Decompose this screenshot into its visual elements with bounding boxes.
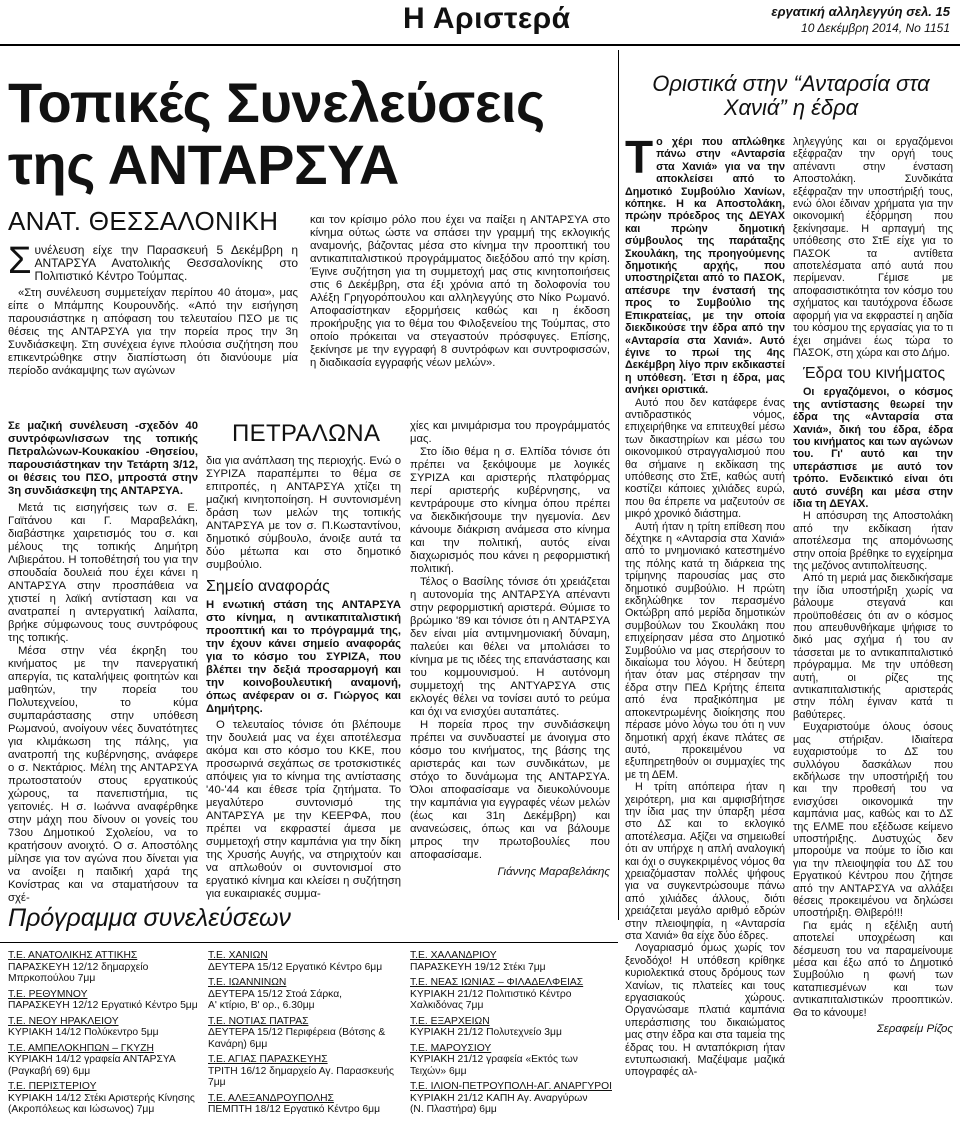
schedule-item — [410, 1081, 615, 1116]
schedule-item-name: Τ.Ε. ΠΕΡΙΣΤΕΡΙΟΥ — [8, 1081, 97, 1092]
program-col1 — [8, 950, 204, 1120]
program-col2 — [208, 950, 404, 1120]
thess-p1: «Στη συνέλευση συμμετείχαν περίπου 40 άτομα», μας είπε ο Μπάμπης Κουρουνδής. «Από την εισήγηση παρουσιάστηκε η απόφαση του τελευταίου ΠΣΟ με τις θέσεις της ΑΝΤΑΡΣΥΑ για την πορεία προς την 3η Συνδιάσκεψη. Στη συνέχεια έγινε πλούσια συζήτηση που επικεντρώθηκε στην διαπίστωση ότι διανύουμε μία περίοδο ανάκαμψης των αγώνων — [8, 287, 298, 377]
program-title: Πρόγραμμα συνελεύσεων — [8, 904, 291, 932]
schedule-item-name: Τ.Ε. ΑΓΙΑΣ ΠΑΡΑΣΚΕΥΗΣ — [208, 1054, 328, 1065]
program-rule — [0, 942, 618, 943]
schedule-item-name: Τ.Ε. ΡΕΘΥΜΝΟΥ — [8, 988, 88, 1000]
schedule-item-detail: ΤΡΙΤΗ 16/12 δημαρχείο Αγ. Παρασκευής 7μμ — [208, 1065, 394, 1088]
schedule-item-name: Τ.Ε. ΝΕΑΣ ΙΩΝΙΑΣ – ΦΙΛΑΔΕΛΦΕΙΑΣ — [410, 977, 584, 988]
issue-date: 10 Δεκέμβρη 2014, Νο 1151 — [801, 21, 950, 35]
petralona-p6: Η πορεία προς την συνδιάσκεψη πρέπει να συνδυαστεί με άνοιγμα στο κόσμο του κινήματος, της βάσης της αριστεράς και των συνδικάτων, με στόχο το δυνάμωμα της ΑΝΤΑΡΣΥΑ. Όλοι αποφασίσαμε να διευκολύνουμε την καμπάνια για εγγραφές νέων μελών (έως και 31η Δεκέμβρη) και ανανεώσεις, όπως και να βάλουμε μπρος την πρωτοβουλίες που αποφασίσαμε. — [410, 719, 610, 861]
schedule-item — [410, 977, 615, 1012]
chania-p3: Η τρίτη απόπειρα ήταν η χειρότερη, μια και αμφισβήτησε την ίδια μας την ύπαρξη μέσα στο ΔΣ και το εκλογικό αποτέλεσμα. Αξίζει να σημειωθεί ότι αν υπήρχε η απλή αναλογική και όχι ο συγκεκριμένος νόμος θα χρειαζόμασταν πολλές ψήφους για να συγκεντρώσουμε πάνω από χιλιάδες άλλους, διότι χρειάζεται μεγάλο αριθμό εδρών στην πλειοψηφία, η «Ανταρσία στα Χανιά» θα είχε δύο έδρες. — [625, 781, 785, 942]
thess-dropcap: Σ — [8, 240, 32, 282]
petralona-subtitle: ΠΕΤΡΑΛΩΝΑ — [232, 420, 381, 447]
schedule-item — [410, 1043, 615, 1078]
petralona-col3 — [410, 420, 610, 879]
schedule-item-detail: ΔΕΥΤΕΡΑ 15/12 Εργατικό Κέντρο 6μμ — [208, 961, 383, 973]
thess-article-col2 — [310, 214, 610, 370]
chania-dropcap: Τ — [625, 131, 654, 183]
schedule-item-name: Τ.Ε. ΕΞΑΡΧΕΙΩΝ — [410, 1015, 490, 1027]
page-title — [8, 72, 598, 196]
chania-col2c: Από τη μεριά μας διεκδικήσαμε την ίδια υποστήριξη χωρίς να βάλουμε στεγανά και προϋποθέσεις ότι αν ο κόσμος που απευθυνθήκαμε ψήφισε το δικό μας σχήμα ή του αν τάσσεται με το αντικαπιταλιστικό πρόγραμμα. Με την υπόθεση αυτή, οι ρίζες της αντικαπιταλιστικής αριστεράς στην πόλη έγιναν κατά τι βαθύτερες. — [793, 572, 953, 721]
thess-p2: και τον κρίσιμο ρόλο που έχει να παίξει η ΑΝΤΑΡΣΥΑ στο κίνημα ούτως ώστε να σπάσει την γραμμή της εκλογικής αναμονής, βάζοντας μέσα στο κίνημα την προοπτική του αντικαπιταλιστικού προγράμματος διεξόδου από την κρίση. Έγινε συζήτηση για τη συμμετοχή μας στις κινητοποιήσεις στις 6 Δεκέμβρη, στα έξι χρόνια από τη δολοφονία του Αλέξη Γρηγορόπουλου και αλληλεγγύης στο Νίκο Ρωμανό. Αποφασίστηκαν εξορμήσεις καθώς και η έκδοση προκήρυξης για το θέμα του Φιλοξενείου της Τούμπας, στο οποίο πρόκειται να στεγαστούν πρόσφυγες. Επίσης, ξεκίνησε με την εγγραφή 8 συντρόφων και συντροφισσών, η διαδικασία εγγραφής νέων μελών». — [310, 214, 610, 369]
schedule-item-detail: ΚΥΡΙΑΚΗ 21/12 Πολυτεχνείο 3μμ — [410, 1027, 562, 1038]
schedule-item-detail: (Ν. Πλαστήρα) 6μμ — [410, 1104, 497, 1115]
schedule-item — [8, 1081, 204, 1116]
schedule-item-name: Τ.Ε. ΙΛΙΟΝ-ΠΕΤΡΟΥΠΟΛΗ-ΑΓ. ΑΝΑΡΓΥΡΟΙ — [410, 1081, 612, 1092]
schedule-item — [208, 1016, 404, 1051]
schedule-item — [410, 950, 615, 973]
schedule-item-name: Τ.Ε. ΧΑΛΑΝΔΡΙΟΥ — [410, 950, 497, 961]
petralona-col2 — [206, 455, 401, 901]
schedule-item-detail: ΠΑΡΑΣΚΕΥΗ 19/12 Στέκι 7μμ — [410, 961, 546, 973]
section-title: Η Αριστερά — [403, 2, 571, 35]
chania-lead: ο χέρι που απλώθηκε πάνω στην «Ανταρσία στα Χανιά» για να την αποκλείσει από το Δημοτικό Συμβούλιο Χανίων, κόπηκε. Η κα Αποστολάκη, πρώην πρόεδρος της ΔΕΥΑΧ και πρώην δημοτική σύμβουλος της παράταξης Σκουλάκη, της προηγούμενης δημοτικής αρχής, που υποστηρίζεται από το ΠΑΣΟΚ, απέσυρε την ένστασή της προς το Συμβούλιο της Επικρατείας, με την οποία διεκδικούσε την έδρα από την «Ανταρσία στα Χανιά». Αυτό έγινε το πρωί της 4ης Δεκέμβρη λίγο πριν εκδικαστεί η υπόθεση. Έτσι η έδρα, μας ανήκει οριστικά. — [625, 136, 785, 397]
petralona-subhead: Σημείο αναφοράς — [206, 578, 330, 595]
schedule-item — [8, 1016, 204, 1039]
chania-bold: Οι εργαζόμενοι, ο κόσμος της αντίστασης θεωρεί την έδρα της «Ανταρσία στα Χανιά», δική του έδρα, έδρα του κινήματος και των αγώνων του. Γι' αυτό και την υπεράσπισε με αυτό τον τρόπο. Ενδεικτικό είναι ότι αυτό συνέβη και μέσα στην ίδια τη ΔΕΥΑΧ. — [793, 386, 953, 510]
issue-info — [771, 4, 950, 36]
petralona-bold: Η ενωτική στάση της ΑΝΤΑΡΣΥΑ στο κίνημα, η αντικαπιταλιστική προοπτική και το πρόγραμμά της, την έχουν κάνει σημείο αναφοράς για το κόσμο του ΣΥΡΙΖΑ, που βλέπει την δεξιά προσαρμογή και την κοινοβουλευτική αναμονή, όπως ανέφεραν οι σ. Γιώργος και Δημήτρης. — [206, 599, 401, 715]
page-title-line-2: της ΑΝΤΑΡΣΥΑ — [8, 133, 399, 196]
schedule-item-detail: (Ακροπόλεως και Ιώσωνος) 7μμ — [8, 1104, 155, 1115]
chania-col1 — [625, 131, 785, 1079]
schedule-item-detail: ΔΕΥΤΕΡΑ 15/12 Περιφέρεια (Βότσης & Κανάρη) 6μμ — [208, 1027, 386, 1050]
chania-col2d: Ευχαριστούμε όλους όσους μας στήριξαν. Ιδιαίτερα ευχαριστούμε το ΔΣ του συλλόγου δασκάλων που εκδήλωσε την υποστήριξή του και την προθεσή του να ενισχύσει οικονομικά την καμπάνια μας, καθώς και το ΔΣ της ΕΛΜΕ που εξέδωσε κείμενο υποστήριξης. Δυστυχώς δεν μπορούμε να πούμε το ίδιο και για την πλειοψηφία του ΔΣ του Εργατικού Κέντρου που ζήτησε από την ΑΝΤΑΡΣΥΑ να αλλάξει θέσεις προκειμένου να δηλώσει υποστήριξη. Θλιβερό!!! — [793, 721, 953, 920]
schedule-item-name: Τ.Ε. ΑΛΕΞΑΝΔΡΟΥΠΟΛΗΣ — [208, 1092, 334, 1104]
schedule-item — [410, 1016, 615, 1039]
schedule-item-detail: ΔΕΥΤΕΡΑ 15/12 Στοά Σάρκα, — [208, 988, 343, 1000]
schedule-item — [8, 950, 204, 985]
schedule-item-name: Τ.Ε. ΜΑΡΟΥΣΙΟΥ — [410, 1042, 492, 1054]
petralona-p3: χίες και μινιμάρισμα του προγράμματός μας. — [410, 420, 610, 445]
schedule-item-detail: ΚΥΡΙΑΚΗ 14/12 Στέκι Αριστερής Κίνησης — [8, 1092, 195, 1104]
schedule-item-detail: ΚΥΡΙΑΚΗ 21/12 Πολιτιστικό Κέντρο Χαλκιδόνας 7μμ — [410, 988, 572, 1011]
chania-col2a: ληλεγγύης και οι εργαζόμενοι εξέφραζαν την οργή τους απέναντι στην ένσταση Αποστολάκη. Συνδικάτα εξέφραζαν την υποστήριξή τους, ενώ όλοι έδιναν χρήματα για την οικονομική έξόρμηση που ξεκίνησαμε. Η αρπαγμή της υπόθεσης στο ΣτΕ είχε για το ΠΑΣΟΚ τα αντίθετα αποτελέσματα από αυτά που περίμεναν. Γέμισε με αποφασιστικότητα τον κόσμο του σχήματος και ταυτόχρονα έδωσε αφορμή για να εκφραστεί η αηδία του κόσμου της εργασίας για το τι έχει σημάνει έως τώρα το ΠΑΣΟΚ, στη χώρα και στο Δήμο. — [793, 136, 953, 359]
thess-article-col1 — [8, 240, 298, 378]
column-divider — [618, 50, 619, 920]
page-number: σελ. 15 — [906, 4, 950, 19]
schedule-item-detail: ΠΑΡΑΣΚΕΥΗ 12/12 Εργατικό Κέντρο 5μμ — [8, 1000, 198, 1011]
schedule-item-detail: (Ραγκαβή 69) 6μμ — [8, 1065, 91, 1077]
schedule-item-name: Τ.Ε. ΝΟΤΙΑΣ ΠΑΤΡΑΣ — [208, 1015, 309, 1027]
program-col3 — [410, 950, 615, 1120]
schedule-item-detail: ΠΕΜΠΤΗ 18/12 Εργατικό Κέντρο 6μμ — [208, 1104, 381, 1115]
schedule-item-name: Τ.Ε. ΧΑΝΙΩΝ — [208, 950, 268, 961]
schedule-item — [208, 1054, 404, 1089]
chania-title: Οριστικά στην “Ανταρσία στα Χανιά” η έδρα — [652, 71, 930, 120]
chania-subhead: Έδρα του κινήματος — [803, 365, 946, 383]
thess-lead: υνέλευση είχε την Παρασκευή 5 Δεκέμβρη η ΑΝΤΑΡΣΥΑ Ανατολικής Θεσσαλονίκης στο Πολιτιστικό Κέντρο Τούμπας. — [34, 243, 298, 283]
schedule-item-detail: ΚΥΡΙΑΚΗ 21/12 ΚΑΠΗ Αγ. Αναργύρων — [410, 1092, 588, 1104]
schedule-item-detail: ΚΥΡΙΑΚΗ 14/12 γραφεία ΑΝΤΑΡΣΥΑ — [8, 1054, 176, 1065]
petralona-p1: δια για ανάπλαση της περιοχής. Ενώ ο ΣΥΡΙΖΑ παραπέμπει το θέμα σε επιτροπές, η ΑΝΤΑΡΣΥΑ χτίζει τη μαζική κινητοποίηση. Η συντονισμένη δράση των μελών της τοπικής ΑΝΤΑΡΣΥΑ με τον σ. Π.Κωσταντίνου, δημοτικό σύμβουλο, άνοιξε αυτά τα δύο μέτωπα και στο δημοτικό συμβούλιο. — [206, 455, 401, 571]
schedule-item-detail: ΠΑΡΑΣΚΕΥΗ 12/12 δημαρχείο Μπρκοπούλου 7μμ — [8, 961, 149, 984]
top-rule — [0, 44, 960, 46]
paper-name: εργατική αλληλεγγύη — [771, 4, 903, 19]
chania-p4: Λογαριασμό όμως χωρίς τον ξενοδόχο! Η υπόθεση κρίθηκε κυριολεκτικά στους δρόμους των Χανίων, τις πλατείες και τους εργασιακούς χώρους. Οργανώσαμε πλατιά καμπάνια υπεράσπισης του δικαιώματος μας στην έδρα και στα ταμεία της έδρας του. Η ανταπόκριση ήταν εντυπωσιακή. Μαζέψαμε μαζικά υπογραφές αλ- — [625, 942, 785, 1079]
petralona-p5: Τέλος ο Βασίλης τόνισε ότι χρειάζεται η αυτονομία της ΑΝΤΑΡΣΥΑ απέναντι στην ρεφορμιστική αριστερά. Θύμισε το βρώμικο '89 και τόνισε ότι η ΑΝΤΑΡΣΥΑ δεν είναι μία αντιμνημονιακή δύναμη, παλεύει και θέλει να μπολιάσει το κίνημα με τις ιδέες της επανάστασης και του κομμουνισμού. Η αυτόνομη συμμετοχή της ΑΝΤΥΑΡΣΥΑ στις εκλογές θέλει να τονίσει αυτό το ρεύμα και όχι να ενισχύει αυταπάτες. — [410, 576, 610, 718]
petralona-signature: Γιάννης Μαραβελάκης — [497, 866, 610, 878]
schedule-item — [8, 1043, 204, 1078]
chania-p2: Αυτή ήταν η τρίτη επίθεση που δέχτηκε η «Ανταρσία στα Χανιά» από το μνημονιακό κατεστημένο της πόλης κατά τη διάρκεια της τρίμηνης παρουσίας μας στο δημοτικό συμβούλιο. Η πρώτη εκδηλώθηκε τον περασμένο Οκτώβρη από μερίδα δημοτικών συμβούλων του Σκουλάκη που επιχείρησαν μέσα στο Δημοτικό Συμβούλιο να μας στερήσουν το δικαίωμα του λόγου. Η δεύτερη ήταν όταν μας στέρησαν την έδρα στην ΠΕΔ Κρήτης έπειτα από ένα πραξικόπημα με αποκεντρωμένης διοίκησης που πέρασε μόνο λόγω του ότι η νυν δημοτική αρχή έκανε πλάτες σε αυτό, προκειμένου να εξυπηρετηθούν οι συμμαχίες της με τη ΔΕΜ. — [625, 520, 785, 781]
schedule-item-detail: Α' κτίριο, Β' ορ., 6.30μμ — [208, 1000, 315, 1011]
schedule-item — [208, 977, 404, 1012]
kerat-p1: Μετά τις εισηγήσεις των σ. Ε. Γαϊτάνου και Γ. Μαραβελάκη, διαβάστηκε χαιρετισμός του σ. και μέλους της τοπικής Δημήτρη Λιβιεράτου. Η τοποθέτησή του για την σπουδαία δουλειά που έχει κάνει η ΑΝΤΑΡΣΥΑ στην προσπάθεια να χτιστεί η λαϊκή αντίσταση και να ανατραπεί η αντεργατική λαίλαπα, βρήκε σύμφωνους τους συντρόφους της τοπικής. — [8, 502, 198, 644]
schedule-item — [208, 950, 404, 973]
chania-signature: Σεραφείμ Ρίζος — [876, 1023, 953, 1036]
schedule-item-name: Τ.Ε. ΑΝΑΤΟΛΙΚΗΣ ΑΤΤΙΚΗΣ — [8, 950, 138, 961]
schedule-item-detail: ΚΥΡΙΑΚΗ 21/12 γραφεία «Εκτός των Τειχών» 6μμ — [410, 1054, 578, 1077]
schedule-item — [8, 989, 204, 1012]
petralona-p2: Ο τελευταίος τόνισε ότι βλέπουμε την δουλειά μας να έχει αποτέλεσμα ακόμα και στο κόσμο του ΚΚΕ, που προσωρινά σεχάπως σε τροτσκιστικές απόψεις για το κίνημα της αντίστασης '40-'44 και έθεσε τρία ζητήματα. Το μεγαλύτερο συντονισμό της ΑΝΤΑΡΣΥΑ με την ΚΕΕΡΦΑ, που πρέπει να εκφραστεί άμεσα με συμμετοχή στην καμπάνια για την δίκη της Χρυσής Αυγής, να στηριχτούν και να απλωθούν οι συντονισμοί στο εργατικό κίνημα και κλείσει η συζήτηση για ευκαιριακές συμμα- — [206, 719, 401, 900]
petralona-p4: Στο ίδιο θέμα η σ. Ελπίδα τόνισε ότι πρέπει να ξεκόψουμε με λογικές ΣΥΡΙΖΑ και αριστερής πλατφόρμας περί αριστερής κυβέρνησης, να κεντράρουμε στο κίνημα όπου πρέπει να διεκδικήσουμε την ηγεμονία. Δεν κάνουμε διάκριση ανάμεσα στο κίνημα και την πολιτική, αυτός είναι διαχωρισμός που κάνει η ρεφορμιστική πολιτική. — [410, 446, 610, 575]
chania-col2e: Για εμάς η εξέλιξη αυτή αποτελεί υποχρέωση και δέσμευση του να παραμείνουμε μέσα και έξω από το Δημοτικό Συμβούλιο η φωνή των καταπιεσμένων και των αντικαπιταλιστικών προοπτικών. Θα το κάνουμε! — [793, 919, 953, 1019]
thess-subtitle: ΑΝΑΤ. ΘΕΣΣΑΛΟΝΙΚΗ — [8, 206, 279, 236]
chania-col2b: Η απόσυρση της Αποστολάκη από την εκδίκαση ήταν αποτέλεσμα της απομόνωσης στην οποία βρέθηκε το εγχείρημα της μεζόνος αντιπολίτευσης. — [793, 510, 953, 572]
chania-p1: Αυτό που δεν κατάφερε ένας αντιδραστικός νόμος, επιχειρήθηκε να επιτευχθεί μέσω των δικαστηρίων και μέσω του οικονομικού στραγγαλισμού που θα σήμαινε η εκδίκαση της υπόθεσης στο ΣτΕ, καθώς αυτή κοστίζει κάποιες χιλιάδες ευρώ, που θα έπρεπε να μαζευτούν σε μικρό χρονικό διάστημα. — [625, 396, 785, 521]
schedule-item-name: Τ.Ε. ΙΩΑΝΝΙΝΩΝ — [208, 977, 287, 988]
schedule-item-detail: ΚΥΡΙΑΚΗ 14/12 Πολύκεντρο 5μμ — [8, 1027, 159, 1038]
chania-col2 — [793, 136, 953, 1035]
schedule-item-name: Τ.Ε. ΝΕΟΥ ΗΡΑΚΛΕΙΟΥ — [8, 1015, 119, 1027]
page-title-line-1: Τοπικές Συνελεύσεις — [8, 71, 545, 134]
schedule-item-name: Τ.Ε. ΑΜΠΕΛΟΚΗΠΩΝ – ΓΚΥΖΗ — [8, 1042, 154, 1054]
schedule-item — [208, 1093, 404, 1116]
kerat-p2: Μέσα στην νέα έκρηξη του κινήματος με την πανεργατική απεργία, τις καταλήψεις φοιτητών και μαθητών, την πορεία του Πολυτεχνείου, το κύμα συμπαράστασης στην υπόθεση Ρωμανού, ανοίγουν νέες δυνατότητες για κλιμάκωση της πάλης, για ανατροπή της κυβέρνησης, ανάφερε ο σ. Νεκτάριος. Μέλη της ΑΝΤΑΡΣΥΑ πρωτοστατούν στους εργατικούς χώρους, τα πανεπιστήμια, τις γειτονιές. Η σ. Ιωάννα αναφέρθηκε στην μάχη που δίνουν οι γονείς του 73ου Δημοτικού Σχολείου, να το κρατήσουν ανοιχτό. Ο σ. Αποστόλης μίλησε για τον αγώνα που δίνεται για να ανοίξει η παιδική χαρά της Κονίστρας και να σταματήσουν τα σχέ- — [8, 645, 198, 904]
kerat-lead: Σε μαζική συνέλευση -σχεδόν 40 συντρόφων/ισσων της τοπικής Πετραλώνων-Κουκακίου -Θησείου, παρουσιάστηκαν την Τετάρτη 3/12, οι θέσεις του ΠΣΟ, μπροστά στην 3η συνδιάσκεψη της ΑΝΤΑΡΣΥΑ. — [8, 420, 198, 497]
petralona-col1 — [8, 420, 198, 905]
